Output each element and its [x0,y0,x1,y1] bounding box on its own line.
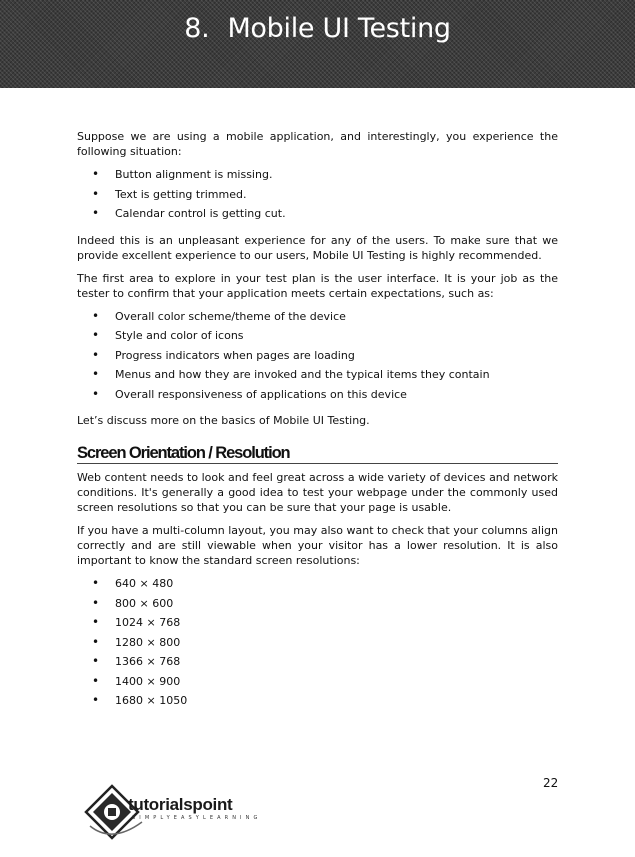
list-item: • 1680 × 1050 [77,693,558,713]
list-item: • 1366 × 768 [77,654,558,674]
list-item: • Menus and how they are invoked and the typical items they contain [77,367,558,387]
expectations-list [77,309,558,407]
chapter-title-text: Mobile UI Testing [227,12,451,44]
list-item: • 1024 × 768 [77,615,558,635]
paragraph-multi-column: If you have a multi-column layout, you may also want to check that your columns align correctly and are still viewable when your visitor has a lower resolution. It is also important to know the standard screen resolutions: [77,524,558,567]
section-heading: Screen Orientation / Resolution [77,446,558,464]
chapter-number: 8. [184,12,210,44]
tutorialspoint-logo [84,782,284,842]
list-item: • 800 × 600 [77,596,558,616]
logo-tagline: SIMPLYEASYLEARNING [132,815,262,821]
list-item: • 1280 × 800 [77,635,558,655]
list-item: • Text is getting trimmed. [77,187,558,207]
intro-paragraph: Suppose we are using a mobile application, and interestingly, you experience the following situation: [77,130,558,158]
page-number: 22 [543,776,559,790]
issues-list [77,167,558,226]
page-content [77,129,558,720]
list-item: • Style and color of icons [77,328,558,348]
list-item: • Overall color scheme/theme of the device [77,309,558,329]
paragraph-web-content: Web content needs to look and feel great across a wide variety of devices and network conditions. It's generally a good idea to test your webpage under the commonly used screen resolutions so that you can be sure that your page is usable. [77,471,558,514]
paragraph-test-plan: The first area to explore in your test plan is the user interface. It is your job as the tester to confirm that your application meets certain expectations, such as: [77,271,558,300]
paragraph-ux: Indeed this is an unpleasant experience for any of the users. To make sure that we provide excellent experience to our users, Mobile UI Testing is highly recommended. [77,233,558,262]
paragraph-discuss: Let’s discuss more on the basics of Mobile UI Testing. [77,414,370,427]
chapter-title [184,13,450,44]
chapter-banner [0,0,635,88]
logo-wordmark: tutorialspoint [128,795,233,814]
list-item: • Button alignment is missing. [77,167,558,187]
list-item: • Calendar control is getting cut. [77,206,558,226]
list-item: • 640 × 480 [77,576,558,596]
list-item: • Overall responsiveness of applications on this device [77,387,558,407]
list-item: • Progress indicators when pages are loading [77,348,558,368]
resolutions-list [77,576,558,713]
list-item: • 1400 × 900 [77,674,558,694]
